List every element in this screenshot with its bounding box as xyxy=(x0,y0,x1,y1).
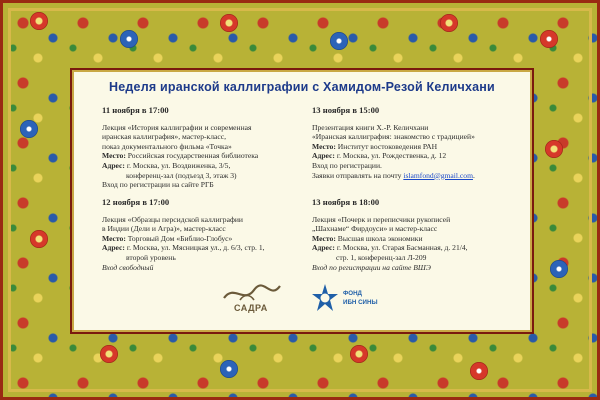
event-description: иранская каллиграфия», мастер-класс, xyxy=(102,132,227,142)
event-description: „Шахнаме“ Фирдоуси» и мастер-класс xyxy=(312,224,438,234)
email-link[interactable]: islamfond@gmail.com xyxy=(403,170,473,180)
event-place: Институт востоковедения РАН xyxy=(337,141,438,151)
flower-ornament xyxy=(545,140,563,158)
place-label: Место: xyxy=(312,233,336,243)
event-description: показ документального фильма «Точка» xyxy=(102,141,232,151)
event-block-1 xyxy=(102,106,302,190)
sadra-logo-text: САДРА xyxy=(234,303,268,313)
event-address: г. Москва, ул. Мясницкая ул., д. 6/3, стр. 1, xyxy=(126,243,265,253)
flower-ornament xyxy=(470,362,488,380)
flower-ornament xyxy=(350,345,368,363)
event-block-3 xyxy=(102,198,302,272)
event-block-4 xyxy=(312,198,522,272)
event-place: Российская государственная библиотека xyxy=(127,151,259,161)
event-description: Лекция «Почерк и переписчики рукописей xyxy=(312,214,451,224)
place-label: Место: xyxy=(102,151,126,161)
event-note: Вход по регистрации на сайте ВШЭ xyxy=(312,262,431,272)
place-label: Место: xyxy=(102,233,126,243)
event-description: Лекция «История каллиграфии и современная xyxy=(102,122,252,132)
address-label: Адрес: xyxy=(312,243,335,253)
event-block-2 xyxy=(312,106,522,180)
flower-ornament xyxy=(550,260,568,278)
event-note: Вход свободный xyxy=(102,262,154,272)
sadra-logo xyxy=(220,280,284,316)
event-note: Вход по регистрации на сайте РГБ xyxy=(102,180,214,190)
event-address-line2: конференц-зал (подъезд 3, этаж 3) xyxy=(126,170,237,180)
event-place: Высшая школа экономики xyxy=(337,233,423,243)
event-address: г. Москва, ул. Рождественка, д. 12 xyxy=(336,151,447,161)
event-date: 11 ноября в 17:00 xyxy=(102,105,169,115)
event-note-2: Заявки отправлять на почту xyxy=(312,170,402,180)
event-description: Презентация книги Х.-Р. Келичхани xyxy=(312,122,429,132)
event-date: 13 ноября в 15:00 xyxy=(312,105,380,115)
event-address: г. Москва, ул. Воздвиженка, 3/5, xyxy=(126,160,231,170)
announcement-panel xyxy=(72,70,532,332)
flower-ornament xyxy=(120,30,138,48)
event-date: 12 ноября в 17:00 xyxy=(102,197,170,207)
star-emblem-icon xyxy=(310,283,340,313)
page-title: Неделя иранской каллиграфии с Хамидом-Резой Келичхани xyxy=(109,80,495,94)
flower-ornament xyxy=(440,14,458,32)
fond-logo-text-1: ФОНД xyxy=(343,290,362,297)
period: . xyxy=(472,170,475,180)
address-label: Адрес: xyxy=(102,160,125,170)
event-description: в Индии (Дели и Агра)», мастер-класс xyxy=(102,224,226,234)
event-place: Торговый Дом «Библио-Глобус» xyxy=(127,233,233,243)
flower-ornament xyxy=(540,30,558,48)
ibn-sina-fund-logo xyxy=(310,280,400,316)
address-label: Адрес: xyxy=(102,243,125,253)
flower-ornament xyxy=(20,120,38,138)
event-description: Лекция «Образцы персидской каллиграфии xyxy=(102,214,243,224)
flower-ornament xyxy=(220,14,238,32)
flower-ornament xyxy=(100,345,118,363)
event-date: 13 ноября в 18:00 xyxy=(312,197,380,207)
event-description: «Иранская каллиграфия: знакомство с традицией» xyxy=(312,132,475,142)
event-note: Вход по регистрации. xyxy=(312,160,382,170)
flower-ornament xyxy=(330,32,348,50)
event-address: г. Москва, ул. Старая Басманная, д. 21/4, xyxy=(336,243,468,253)
address-label: Адрес: xyxy=(312,151,335,161)
event-address-line2: второй уровень xyxy=(126,252,176,262)
fond-logo-text-2: ИБН СИНЫ xyxy=(343,299,378,306)
event-address-line2: стр. 1, конференц-зал Л-209 xyxy=(336,252,427,262)
flower-ornament xyxy=(220,360,238,378)
flower-ornament xyxy=(30,230,48,248)
flower-ornament xyxy=(30,12,48,30)
place-label: Место: xyxy=(312,141,336,151)
